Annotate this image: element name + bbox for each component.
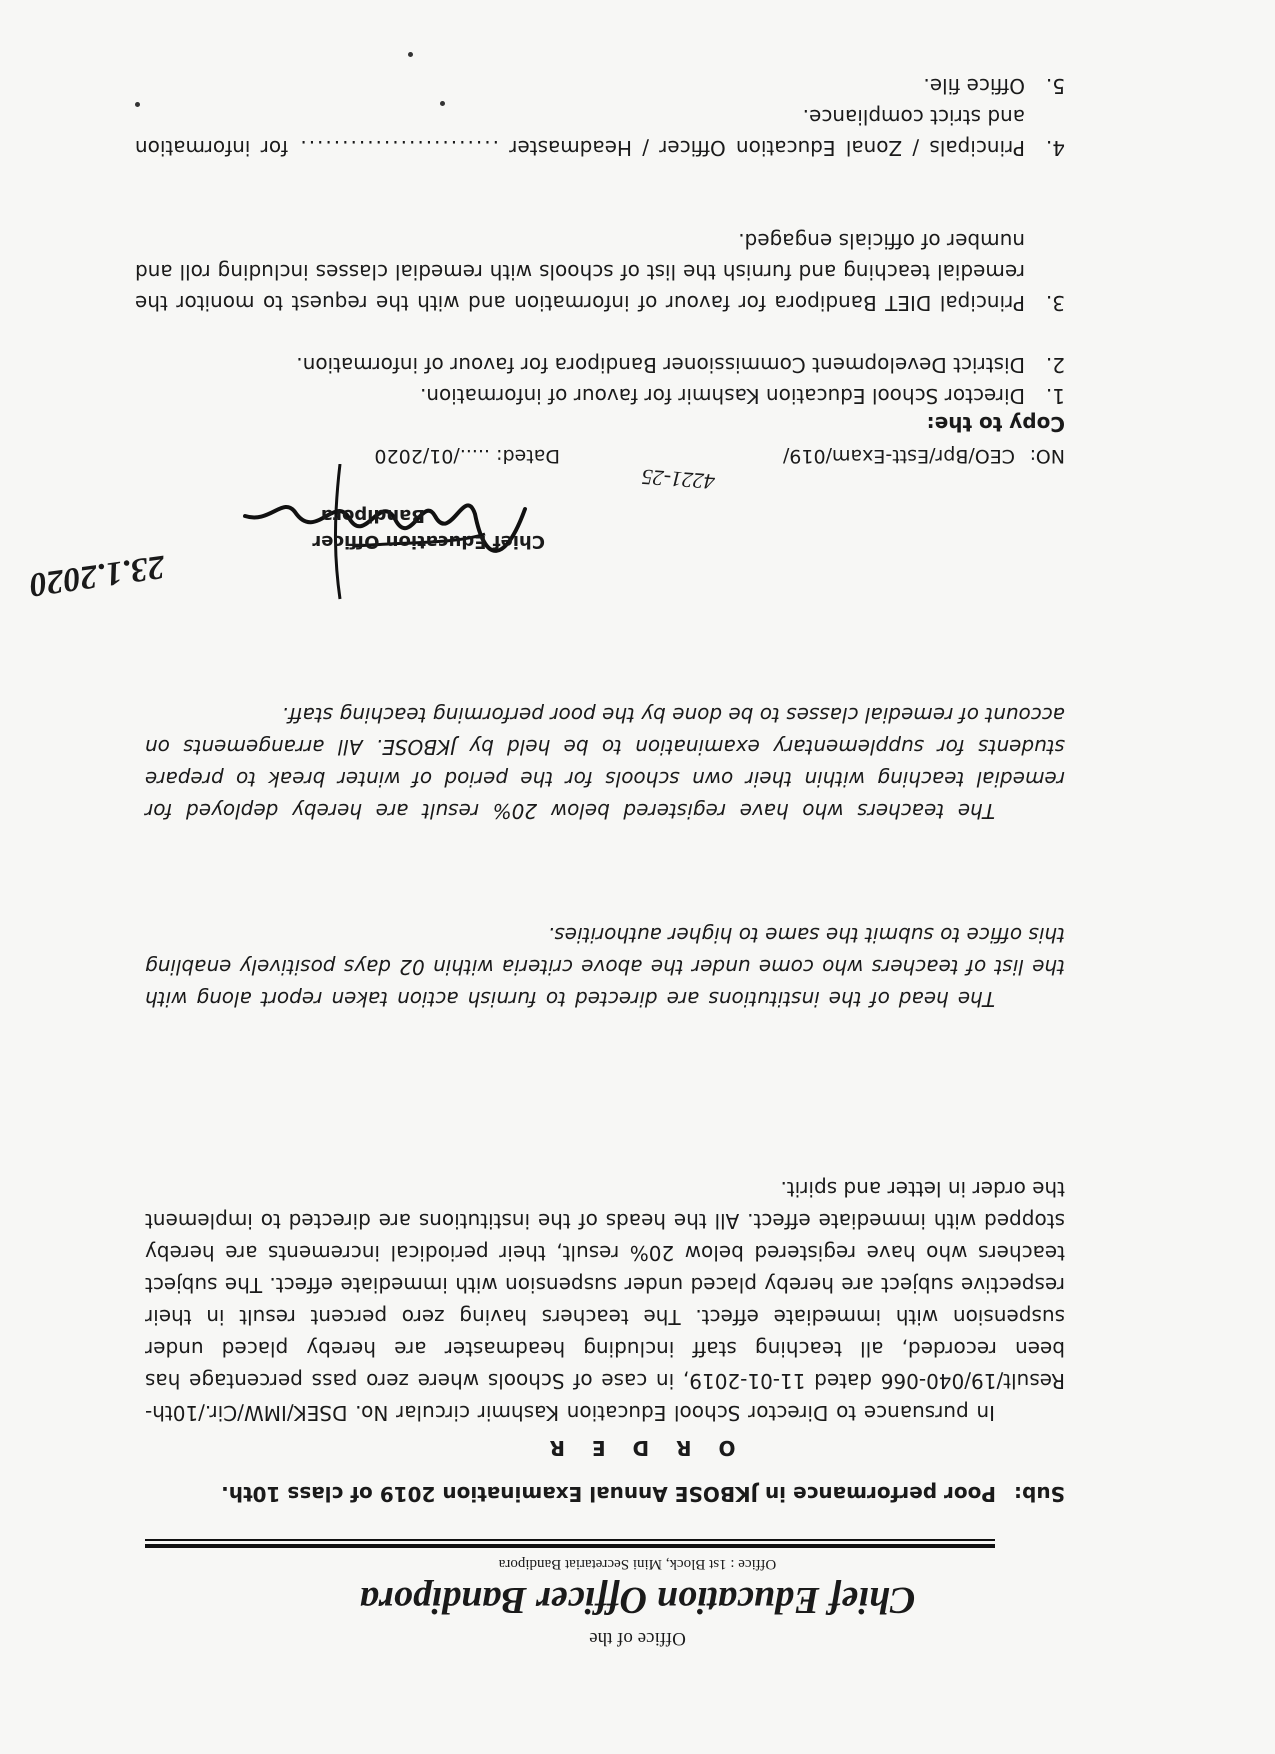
reference-no-value: CEO/Bpr/Estt-Exam/019/ <box>782 445 1015 467</box>
copy-to-item-number: 1. <box>1045 384 1065 408</box>
copy-to-list <box>135 70 1065 411</box>
header-address: Office : 1st Block, Mini Secretariat Bandipora <box>498 1556 777 1572</box>
header-rule-thin <box>145 1539 995 1541</box>
reference-no-label: NO: <box>1029 445 1065 467</box>
copy-to-item-text: Office file. <box>923 74 1025 98</box>
subject-line <box>105 1482 1065 1506</box>
signatory-place: Bandipora <box>320 505 425 526</box>
copy-to-item <box>135 101 1065 163</box>
order-paragraph-2-text: The head of the institutions are directed to furnish action taken report along with the list of teachers who come under the above criteria within 02 days positively enabling this office to submit the same to higher authorities. <box>145 923 1065 1011</box>
copy-to-item-dots: ........................ <box>298 136 499 160</box>
header-rule-thick <box>145 1544 995 1548</box>
header-office-title: Chief Education Officer Bandipora <box>359 1579 916 1621</box>
copy-to-item <box>135 318 1065 380</box>
handwritten-note: 4221-25 <box>640 464 716 495</box>
copy-to-item-number: 2. <box>1045 353 1065 377</box>
copy-to-item-text-continued: for information and strict compliance. <box>134 105 1025 160</box>
order-paragraph-1-text: In pursuance to Director School Education Kashmir circular No. DSEK/IMW/Cir./10th-Result/19/040-066 dated 11-01-2019, in case of Schools where zero pass percentage has been recorded, all teaching staff including headmaster are hereby placed under suspension with immediate effect. The teachers having zero percent result in their respective subject are hereby placed under suspension with immediate effect. The subject teachers who have registered below 20% result, their periodical increments are hereby stopped with immediate effect. All the heads of the institutions are directed to implement the order in letter and spirit. <box>145 1177 1065 1425</box>
copy-to-item-text: District Development Commissioner Bandipora for favour of information. <box>296 353 1025 377</box>
reference-dated-value: ...../01/2020 <box>374 445 490 467</box>
subject-text: Poor performance in JKBOSE Annual Examination 2019 of class 10th. <box>221 1482 997 1506</box>
handwritten-date: 23.1.2020 <box>27 547 167 604</box>
copy-to-item-text: Principal DIET Bandipora for favour of information and with the request to monitor the remedial teaching and furnish the list of schools with remedial classes including roll and number of officials engaged. <box>135 229 1025 315</box>
copy-to-item <box>135 163 1065 318</box>
signatory-role: Chief Education Officer <box>312 531 545 552</box>
scan-speck <box>440 101 445 106</box>
order-paragraph-3 <box>145 699 1065 827</box>
order-paragraph-3-text: The teachers who have registered below 20% result are hereby deployed for remedial teaching within their own schools for the period of winter break to prepare students for supplementary examination to be held by JKBOSE. All arrangements on account of remedial classes to be done by the poor performing teaching staff. <box>145 703 1065 823</box>
copy-to-item-number: 5. <box>1045 74 1065 98</box>
scan-speck <box>408 52 413 57</box>
scan-speck <box>135 102 140 107</box>
copy-to-item-number: 4. <box>1045 136 1065 160</box>
order-paragraph-1 <box>145 1173 1065 1429</box>
copy-to-item <box>135 380 1065 411</box>
copy-to-heading: Copy to the: <box>926 412 1065 436</box>
copy-to-item-text: Principals / Zonal Education Officer / Headmaster <box>509 136 1025 160</box>
copy-to-item-text: Director School Education Kashmir for favour of information. <box>419 384 1025 408</box>
order-paragraph-2 <box>145 919 1065 1015</box>
order-heading: O R D E R <box>539 1436 736 1460</box>
header-office-of: Office of the <box>589 1628 686 1649</box>
copy-to-item <box>135 70 1065 101</box>
copy-to-item-number: 3. <box>1045 291 1065 315</box>
subject-label: Sub: <box>1014 1482 1065 1506</box>
reference-dated-label: Dated: <box>496 445 560 467</box>
